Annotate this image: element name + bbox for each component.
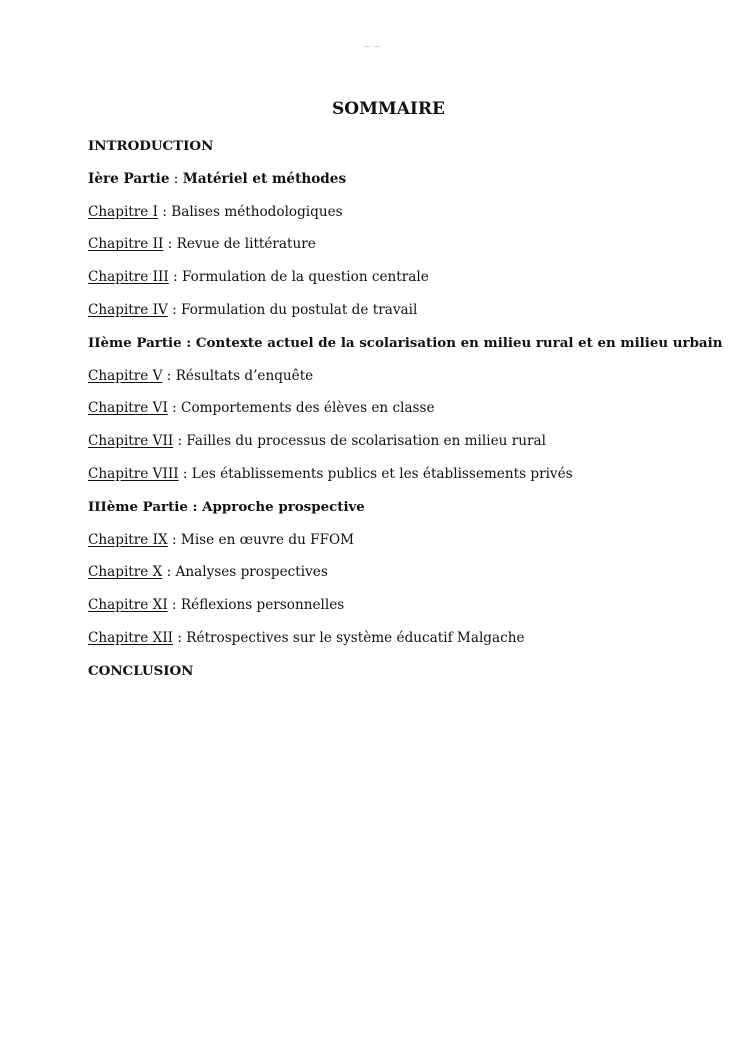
toc-chapter-11-link[interactable]: Chapitre XI bbox=[88, 597, 168, 614]
toc-chapter-10-title: : Analyses prospectives bbox=[162, 564, 328, 581]
toc-part-2 bbox=[88, 333, 723, 366]
toc-chapter-10-link[interactable]: Chapitre X bbox=[88, 564, 163, 581]
toc-chapter-8-title: : Les établissements publics et les établissements privés bbox=[178, 465, 573, 482]
toc-chapter-1 bbox=[88, 202, 708, 235]
toc-chapter-2-link[interactable]: Chapitre II bbox=[88, 236, 164, 253]
table-of-contents bbox=[88, 136, 723, 694]
page-title: SOMMAIRE bbox=[332, 99, 445, 119]
toc-chapter-2 bbox=[88, 234, 708, 267]
toc-part-1 bbox=[88, 169, 708, 202]
toc-chapter-9 bbox=[88, 530, 708, 563]
toc-conclusion bbox=[88, 661, 708, 694]
toc-chapter-12-link[interactable]: Chapitre XII bbox=[88, 629, 174, 646]
toc-chapter-12-title: : Rétrospectives sur le système éducatif Malgache bbox=[173, 629, 525, 646]
toc-chapter-4 bbox=[88, 300, 708, 333]
toc-chapter-5-title: : Résultats d’enquête bbox=[162, 367, 314, 384]
toc-chapter-7-link[interactable]: Chapitre VII bbox=[88, 433, 174, 450]
toc-part-1-title: Matériel et méthodes bbox=[182, 170, 347, 187]
toc-introduction-label: INTRODUCTION bbox=[88, 138, 214, 154]
header-mark: — — bbox=[364, 43, 381, 50]
toc-chapter-12 bbox=[88, 628, 708, 661]
toc-chapter-3-link[interactable]: Chapitre III bbox=[88, 269, 169, 286]
toc-part-3 bbox=[88, 497, 708, 530]
toc-chapter-8 bbox=[88, 464, 708, 497]
toc-chapter-3-title: : Formulation de la question centrale bbox=[168, 269, 429, 286]
toc-conclusion-label: CONCLUSION bbox=[88, 662, 194, 679]
toc-chapter-6-title: : Comportements des élèves en classe bbox=[167, 400, 435, 417]
toc-chapter-8-link[interactable]: Chapitre VIII bbox=[88, 465, 179, 482]
toc-chapter-1-title: : Balises méthodologiques bbox=[158, 203, 343, 220]
toc-introduction bbox=[88, 136, 708, 169]
toc-chapter-3 bbox=[88, 267, 708, 300]
toc-part-3-text: IIIème Partie : Approche prospective bbox=[88, 498, 365, 515]
toc-part-2-text: IIème Partie : Contexte actuel de la scolarisation en milieu rural et en milieu urbain bbox=[88, 334, 723, 351]
toc-chapter-11 bbox=[88, 595, 708, 628]
toc-chapter-5-link[interactable]: Chapitre V bbox=[88, 367, 163, 384]
toc-part-1-label: Ière Partie bbox=[88, 170, 170, 187]
toc-chapter-11-title: : Réflexions personnelles bbox=[167, 597, 345, 614]
toc-chapter-9-title: : Mise en œuvre du FFOM bbox=[167, 531, 355, 548]
toc-chapter-5 bbox=[88, 366, 708, 399]
toc-part-1-sep: : bbox=[169, 170, 183, 187]
toc-chapter-6-link[interactable]: Chapitre VI bbox=[88, 400, 168, 417]
toc-chapter-4-link[interactable]: Chapitre IV bbox=[88, 301, 168, 318]
toc-chapter-7-title: : Failles du processus de scolarisation en milieu rural bbox=[173, 433, 546, 450]
toc-chapter-1-link[interactable]: Chapitre I bbox=[88, 203, 159, 220]
toc-chapter-4-title: : Formulation du postulat de travail bbox=[167, 301, 418, 318]
toc-chapter-6 bbox=[88, 398, 708, 431]
toc-chapter-7 bbox=[88, 431, 708, 464]
toc-chapter-2-title: : Revue de littérature bbox=[163, 236, 316, 253]
toc-chapter-10 bbox=[88, 562, 708, 595]
toc-chapter-9-link[interactable]: Chapitre IX bbox=[88, 531, 168, 548]
